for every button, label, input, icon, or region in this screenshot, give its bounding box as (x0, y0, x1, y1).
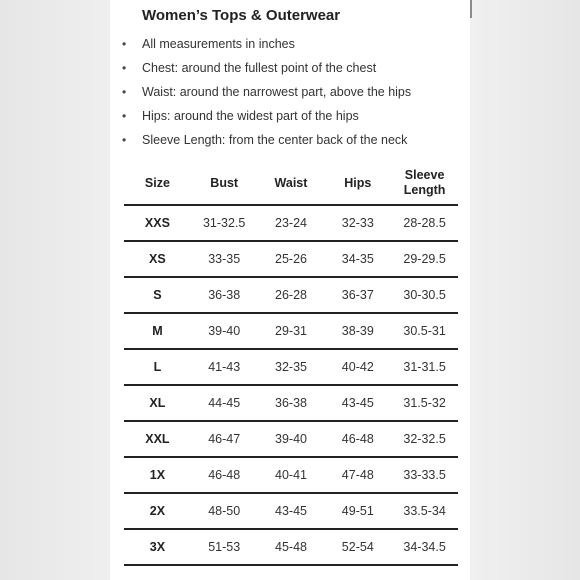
cell-bust: 48-50 (191, 493, 258, 529)
table-row (124, 421, 458, 457)
cell-sleeve-length: 34-34.5 (391, 529, 458, 565)
note-item (122, 82, 411, 106)
bullet-icon: • (122, 37, 127, 51)
cell-hips: 40-42 (324, 349, 391, 385)
note-item (122, 130, 411, 154)
cell-hips: 52-54 (324, 529, 391, 565)
table-row (124, 529, 458, 565)
cell-sleeve-length: 30-30.5 (391, 277, 458, 313)
cell-sleeve-length: 31-31.5 (391, 349, 458, 385)
cell-waist: 43-45 (258, 493, 325, 529)
bullet-icon: • (122, 133, 127, 147)
cell-waist: 25-26 (258, 241, 325, 277)
note-item (122, 58, 411, 82)
note-text: Chest: around the fullest point of the chest (142, 61, 377, 75)
cell-size: 3X (124, 529, 191, 565)
cell-bust: 46-47 (191, 421, 258, 457)
table-row (124, 313, 458, 349)
cell-waist: 36-38 (258, 385, 325, 421)
background-right (470, 0, 580, 580)
cell-sleeve-length: 30.5-31 (391, 313, 458, 349)
cell-bust: 46-48 (191, 457, 258, 493)
table-row (124, 457, 458, 493)
table-row (124, 277, 458, 313)
cell-size: 1X (124, 457, 191, 493)
size-table-wrapper (124, 162, 458, 566)
cell-bust: 36-38 (191, 277, 258, 313)
cell-bust: 44-45 (191, 385, 258, 421)
note-item (122, 106, 411, 130)
cell-waist: 39-40 (258, 421, 325, 457)
cell-bust: 31-32.5 (191, 205, 258, 241)
cell-hips: 32-33 (324, 205, 391, 241)
cell-hips: 46-48 (324, 421, 391, 457)
cell-hips: 43-45 (324, 385, 391, 421)
bullet-icon: • (122, 109, 127, 123)
cell-size: XXL (124, 421, 191, 457)
cell-size: XXS (124, 205, 191, 241)
note-text: Hips: around the widest part of the hips (142, 109, 359, 123)
cell-waist: 23-24 (258, 205, 325, 241)
cell-hips: 49-51 (324, 493, 391, 529)
table-row (124, 241, 458, 277)
cell-size: S (124, 277, 191, 313)
cell-hips: 47-48 (324, 457, 391, 493)
cell-hips: 34-35 (324, 241, 391, 277)
bullet-icon: • (122, 61, 127, 75)
cell-size: L (124, 349, 191, 385)
cell-sleeve-length: 31.5-32 (391, 385, 458, 421)
cell-waist: 29-31 (258, 313, 325, 349)
header-size: Size (124, 162, 191, 205)
cell-sleeve-length: 28-28.5 (391, 205, 458, 241)
note-text: All measurements in inches (142, 37, 295, 51)
cell-size: M (124, 313, 191, 349)
cell-size: XL (124, 385, 191, 421)
cell-bust: 51-53 (191, 529, 258, 565)
bullet-icon: • (122, 85, 127, 99)
header-waist: Waist (258, 162, 325, 205)
cell-waist: 26-28 (258, 277, 325, 313)
note-text: Sleeve Length: from the center back of the neck (142, 133, 408, 147)
cell-bust: 41-43 (191, 349, 258, 385)
note-item (122, 34, 411, 58)
table-row (124, 385, 458, 421)
size-table (124, 162, 458, 566)
note-text: Waist: around the narrowest part, above the hips (142, 85, 412, 99)
size-chart-card (110, 0, 470, 580)
cell-sleeve-length: 33.5-34 (391, 493, 458, 529)
cell-sleeve-length: 29-29.5 (391, 241, 458, 277)
table-row (124, 349, 458, 385)
header-hips: Hips (324, 162, 391, 205)
cell-hips: 38-39 (324, 313, 391, 349)
cell-size: 2X (124, 493, 191, 529)
cell-waist: 40-41 (258, 457, 325, 493)
header-sleeve-length: Sleeve Length (391, 162, 458, 205)
background-left (0, 0, 110, 580)
cell-waist: 45-48 (258, 529, 325, 565)
table-row (124, 493, 458, 529)
cell-bust: 39-40 (191, 313, 258, 349)
cell-bust: 33-35 (191, 241, 258, 277)
table-row (124, 205, 458, 241)
table-header-row (124, 162, 458, 205)
cell-waist: 32-35 (258, 349, 325, 385)
header-bust: Bust (191, 162, 258, 205)
cell-size: XS (124, 241, 191, 277)
cell-sleeve-length: 32-32.5 (391, 421, 458, 457)
cell-hips: 36-37 (324, 277, 391, 313)
chart-title: Women’s Tops & Outerwear (142, 7, 341, 24)
cell-sleeve-length: 33-33.5 (391, 457, 458, 493)
measurement-notes (122, 34, 411, 154)
